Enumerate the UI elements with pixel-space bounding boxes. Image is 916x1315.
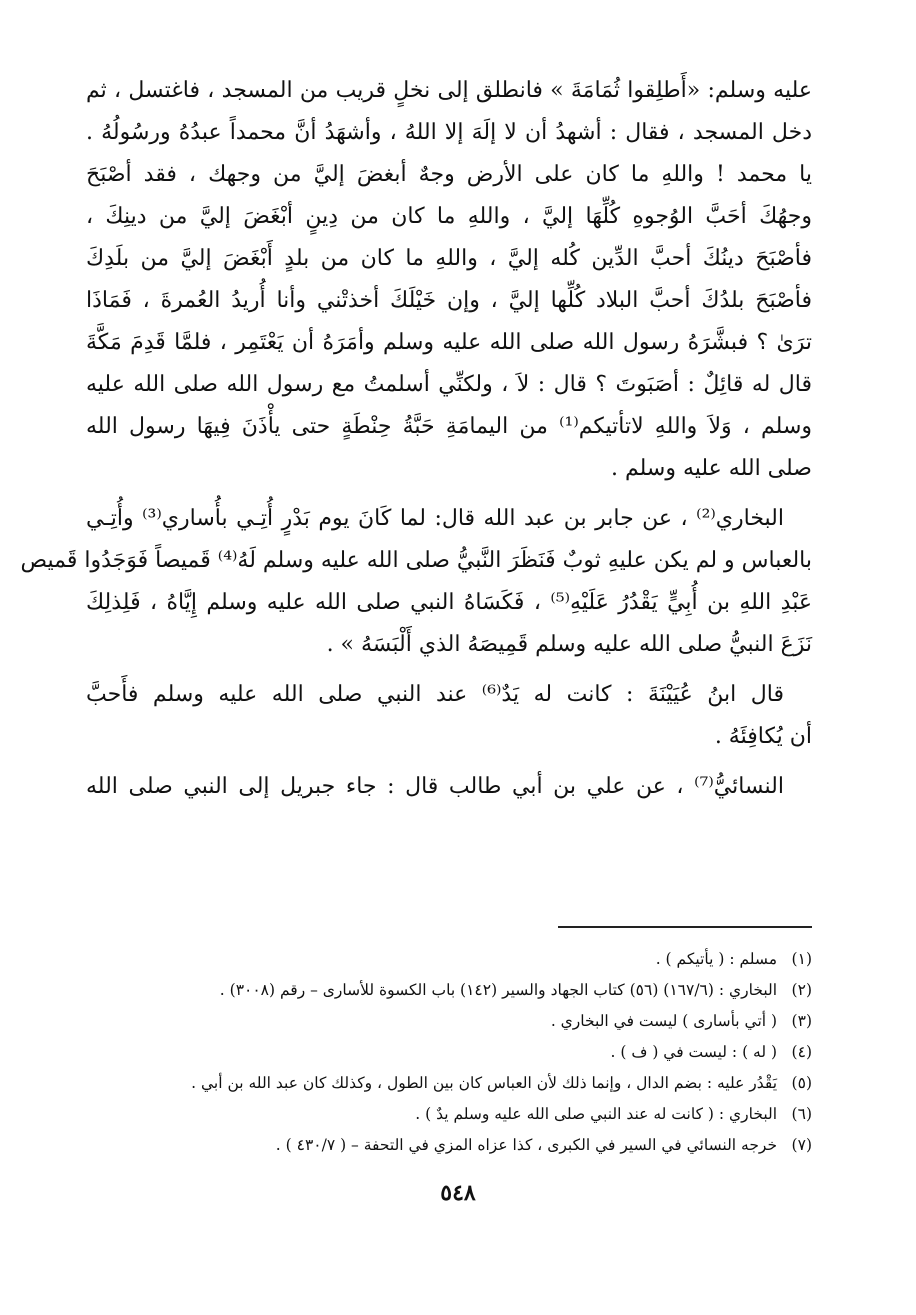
footnote-text: ( أتي بأسارى ) ليست في البخاري . bbox=[550, 1012, 778, 1030]
text-line: وجهُكَ أحَبَّ الوُجوهِ كُلِّهَا إليَّ ، واللهِ ما كان من دِينٍ أبْغَضَ إليَّ من دينِكَ ، bbox=[86, 204, 812, 229]
text-line: فأصْبَحَ دينُكَ أحبَّ الدِّين كُله إليَّ ، واللهِ ما كان من بلدٍ أَبْغَضَ إليَّ من بلَدِكَ bbox=[86, 246, 813, 271]
footnote-number: (٦) bbox=[791, 1105, 812, 1123]
footnotes bbox=[86, 944, 812, 1161]
text-line: قال له قائِلٌ : أصَبَوتَ ؟ قال : لاَ ، ولكنِّي أسلمتُ مع رسول الله صلى الله عليه bbox=[86, 372, 812, 397]
text-line: صلى الله عليه وسلم . bbox=[611, 456, 812, 481]
footnote-item bbox=[86, 1068, 812, 1099]
footnote-number: (١) bbox=[791, 950, 812, 968]
footnote-text: يَقْدُر عليه : بضم الدال ، وإنما ذلك لأن العباس كان بين الطول ، وكذلك كان عبد الله بن أبي . bbox=[191, 1074, 778, 1092]
footnote-item bbox=[86, 1099, 812, 1130]
footnote-item bbox=[86, 1006, 812, 1037]
text-line: عَبْدِ اللهِ بن أُبِيٍّ يَقْدُرُ عَلَيْهِ⁽⁵⁾ ، فَكَسَاهُ النبي صلى الله عليه وسلم إِيَّاهُ ، فَلِذلِكَ bbox=[86, 590, 812, 615]
text-line: أن يُكافِئَهُ . bbox=[714, 724, 812, 749]
footnote-item bbox=[86, 1037, 812, 1068]
text-line: نَزَعَ النبيُّ صلى الله عليه وسلم قَمِيصَهُ الذي أَلْبَسَهُ » . bbox=[326, 632, 812, 657]
paragraph-nasai bbox=[86, 766, 812, 808]
text-line: بالعباس و لم يكن عليهِ ثوبٌ فَنَظَرَ النَّبيُّ صلى الله عليه وسلم لَهُ⁽⁴⁾ قَميصاً فَوَجَدُوا قَميص bbox=[20, 548, 812, 573]
footnote-item bbox=[86, 1130, 812, 1161]
footnote-text: ( له ) : ليست في ( ف ) . bbox=[610, 1043, 778, 1061]
paragraph-bukhari bbox=[20, 498, 812, 666]
text-line: عليه وسلم: «أَطلِقوا ثُمَامَةَ » فانطلق إلى نخلٍ قريب من المسجد ، فاغتسل ، ثم bbox=[86, 78, 812, 103]
paragraph-spacer bbox=[86, 758, 812, 766]
text-line: ترَىٰ ؟ فبشَّرَهُ رسول الله صلى الله عليه وسلم وأمَرَهُ أن يَعْتَمِر ، فلمَّا قَدِمَ مَكَّةَ bbox=[86, 330, 812, 355]
text-line: فأصْبَحَ بلدُكَ أحبَّ البلاد كُلِّها إليَّ ، وإن خَيْلَكَ أخذتْني وأنا أُريدُ العُمرةَ ، فَمَاذَا bbox=[86, 288, 812, 313]
footnote-number: (٢) bbox=[791, 981, 812, 999]
text-line: البخاري⁽²⁾ ، عن جابر بن عبد الله قال: لما كَانَ يوم بَدْرٍ أُتِـي بأُساري⁽³⁾ وأُتِـي bbox=[86, 506, 784, 531]
paragraph-ibn-uyayna bbox=[86, 674, 812, 758]
footnote-text: البخاري : (١٦٧/٦) (٥٦) كتاب الجهاد والسير (١٤٢) باب الكسوة للأسارى – رقم (٣٠٠٨) . bbox=[219, 981, 778, 999]
footnote-number: (٧) bbox=[791, 1136, 812, 1154]
text-line: النسائيُّ⁽⁷⁾ ، عن علي بن أبي طالب قال : جاء جبريل إلى النبي صلى الله bbox=[86, 774, 784, 799]
text-line: قال ابنُ عُيَيْنَةَ : كانت له يَدٌ⁽⁶⁾ عند النبي صلى الله عليه وسلم فأَحبَّ bbox=[86, 682, 785, 707]
paragraph-spacer bbox=[86, 666, 812, 674]
paragraph-thumama bbox=[86, 70, 812, 490]
paragraph-spacer bbox=[86, 490, 812, 498]
text-line: يا محمد ! واللهِ ما كان على الأرض وجهٌ أبغضَ إليَّ من وجهك ، فقد أصْبَحَ bbox=[86, 162, 812, 187]
footnote-separator bbox=[558, 926, 812, 928]
footnote-item bbox=[86, 944, 812, 975]
footnote-text: مسلم : ( يأتيكم ) . bbox=[655, 950, 778, 968]
text-line: وسلم ، وَلاَ واللهِ لاتأتيكم⁽¹⁾ من اليمامَةِ حَبَّةُ حِنْطَةٍ حتى يأْذَنَ فِيهَا رسول الله bbox=[86, 414, 812, 439]
text-line: دخل المسجد ، فقال : أشهدُ أن لا إلَهَ إلا اللهُ ، وأشهَدُ أنَّ محمداً عبدُهُ ورسُولُهُ . bbox=[86, 120, 812, 145]
footnote-number: (٣) bbox=[791, 1012, 812, 1030]
page-number: ٥٤٨ bbox=[440, 1180, 476, 1206]
footnote-text: خرجه النسائي في السير في الكبرى ، كذا عزاه المزي في التحفة – ( ٤٣٠/٧ ) . bbox=[275, 1136, 778, 1154]
footnote-item bbox=[86, 975, 812, 1006]
footnote-number: (٤) bbox=[791, 1043, 812, 1061]
main-text bbox=[20, 70, 813, 808]
footnote-text: البخاري : ( كانت له عند النبي صلى الله عليه وسلم يدٌ ) . bbox=[415, 1105, 778, 1123]
footnote-number: (٥) bbox=[791, 1074, 812, 1092]
